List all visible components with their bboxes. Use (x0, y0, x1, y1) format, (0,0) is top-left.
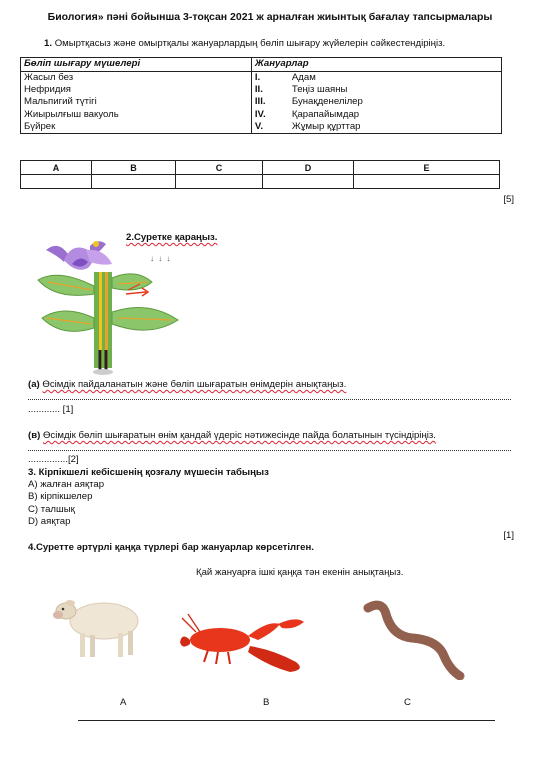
animal-item: II. Теңіз шаяны (254, 84, 348, 96)
animals-header: Жануарлар (251, 58, 501, 72)
organs-header: Бөліп шығару мүшелері (21, 58, 252, 72)
earthworm-icon (360, 600, 470, 680)
answer-cell-a[interactable] (21, 175, 92, 189)
question-2a-marks: ............ [1] (28, 404, 74, 415)
question-1-marks: [5] (503, 194, 514, 205)
organ-item: Мальпигий түтігі (24, 96, 97, 108)
organ-item: Нефридия (24, 84, 72, 96)
answer-cell-d[interactable] (263, 175, 354, 189)
page-title: Биология» пәні бойынша 3-тоқсан 2021 ж арналған жиынтық бағалау тапсырмалары (47, 11, 493, 23)
answer-cell-b[interactable] (92, 175, 176, 189)
question-3-title: 3. Кірпікшелі кебісшенің қозғалу мүшесін табыңыз (28, 467, 269, 478)
question-4-subtitle: Қай жануарға ішкі қаңқа тән екенін анықтаңыз. (196, 567, 404, 578)
sheep-icon (48, 593, 148, 661)
arrows-down-icon: ↓ ↓ ↓ (150, 254, 172, 263)
answer-line-4[interactable] (78, 720, 495, 721)
option-a[interactable]: A) жалған аяқтар (28, 479, 105, 490)
question-2a: (a) Өсімдік пайдаланатын және бөліп шығаратын өнімдерін анықтаңыз. (28, 379, 347, 390)
question-4-title: 4.Суретте әртүрлі қаңқа түрлері бар жануарлар көрсетілген. (28, 542, 314, 553)
answer-header-d: D (263, 161, 354, 175)
answer-line-2b[interactable] (28, 449, 511, 451)
question-2-title: 2.Суретке қараңыз. (126, 232, 218, 243)
question-3-marks: [1] (503, 530, 514, 541)
answer-header-a: A (21, 161, 92, 175)
question-2b-marks: ...............[2] (28, 454, 79, 465)
animal-item: V. Жұмыр құрттар (254, 120, 361, 132)
question-2b: (в) Өсімдік бөліп шығаратын өнім қандай үдеріс нәтижесінде пайда болатынын түсіндіріңіз. (28, 430, 436, 441)
answer-line-2a[interactable] (28, 398, 511, 400)
matching-table (20, 57, 502, 134)
question-3-options (28, 479, 104, 529)
animal-item: I. Адам (254, 72, 316, 83)
option-d[interactable]: D) аяқтар (28, 516, 71, 528)
animal-item: IV. Қарапайымдар (254, 108, 360, 120)
organ-item: Жиырылғыш вакуоль (24, 108, 119, 120)
label-a: A (120, 697, 127, 708)
answer-cell-c[interactable] (176, 175, 263, 189)
label-b: B (263, 697, 270, 708)
answer-header-e: E (354, 161, 500, 175)
question-1-number: 1. (44, 38, 53, 49)
organ-item: Жасыл без (24, 72, 74, 83)
animals-list (251, 72, 501, 134)
option-c[interactable]: C) талшық (28, 503, 75, 515)
question-1-prompt (44, 38, 445, 49)
answer-header-b: B (92, 161, 176, 175)
question-1-text: Омыртқасыз және омыртқалы жануарлардың бөліп шығару жүйелерін сәйкестендіріңіз. (54, 38, 446, 49)
animal-item: III. Бунақденелілер (254, 96, 363, 108)
lobster-icon (178, 610, 308, 678)
organ-item: Бүйрек (24, 120, 56, 132)
answer-cell-e[interactable] (354, 175, 500, 189)
answer-header-c: C (176, 161, 263, 175)
answer-table (20, 160, 500, 189)
label-c: C (404, 697, 411, 708)
organs-list (21, 72, 252, 134)
option-b[interactable]: B) кірпікшелер (28, 491, 93, 503)
